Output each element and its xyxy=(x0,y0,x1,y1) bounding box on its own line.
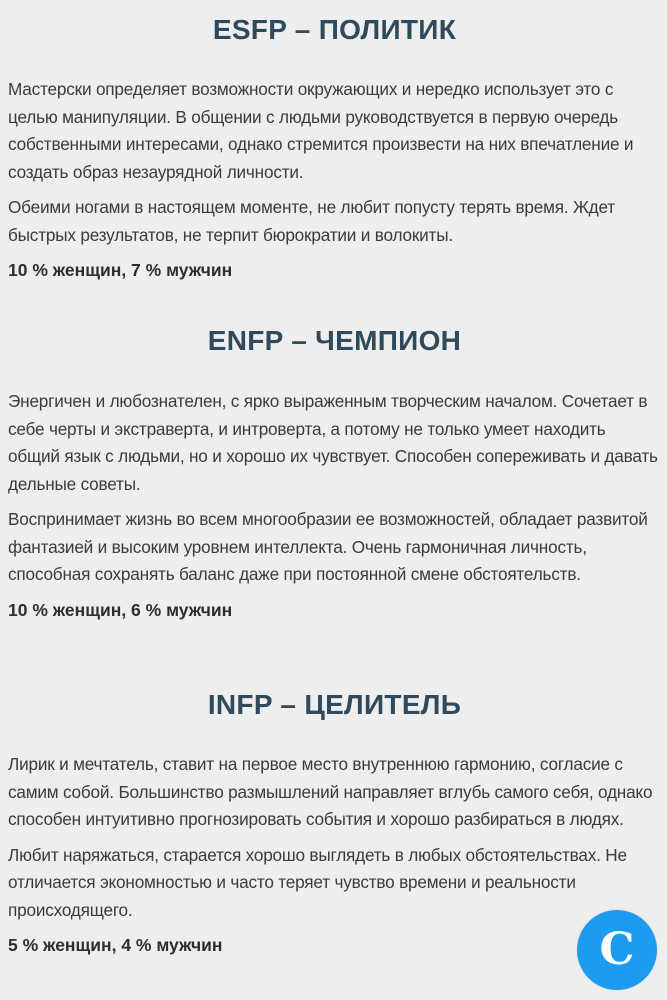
section-title: ESFP – ПОЛИТИК xyxy=(212,14,457,45)
section-esfp xyxy=(8,10,661,284)
brand-logo xyxy=(577,910,657,990)
section-infp xyxy=(8,685,661,959)
section-paragraph: Обеими ногами в настоящем моменте, не любит попусту терять время. Ждет быстрых результатов, не терпит бюрократии и волокиты. xyxy=(8,197,615,245)
gender-stats: 10 % женщин, 6 % мужчин xyxy=(8,599,233,620)
section-title: INFP – ЦЕЛИТЕЛЬ xyxy=(207,689,462,720)
brand-logo-letter: C xyxy=(599,924,635,975)
section-enfp xyxy=(8,321,661,624)
gender-stats: 5 % женщин, 4 % мужчин xyxy=(8,935,223,955)
section-paragraph: Лирик и мечтатель, ставит на первое место внутреннюю гармонию, согласие с самим собой. Большинство размышлений направляет вглубь самого себя, однако способен интуитивно прогнозировать события и хорошо разбираться в людях. xyxy=(8,754,653,829)
section-paragraph: Мастерски определяет возможности окружающих и нередко использует это с целью манипуляции. В общении с людьми руководствуется в первую очередь собственными интересами, однако стремится произвести на них впечатление и создать образ незаурядной личности. xyxy=(8,79,634,182)
section-paragraph: Воспринимает жизнь во всем многообразии ее возможностей, обладает развитой фантазией и высоким уровнем интеллекта. Очень гармоничная личность, способная сохранять баланс даже при постоянной смене обстоятельств. xyxy=(8,509,648,584)
section-title: ENFP – ЧЕМПИОН xyxy=(207,325,462,356)
section-paragraph: Энергичен и любознателен, с ярко выраженным творческим началом. Сочетает в себе черты и экстраверта, и интроверта, а потому не только умеет находить общий язык с людьми, но и хорошо их чувствует. Способен сопереживать и давать дельные советы. xyxy=(8,391,658,494)
section-paragraph: Любит наряжаться, старается хорошо выглядеть в любых обстоятельствах. Не отличается экономностью и часто теряет чувство времени и реальности происходящего. xyxy=(8,844,627,920)
gender-stats: 10 % женщин, 7 % мужчин xyxy=(8,260,233,280)
